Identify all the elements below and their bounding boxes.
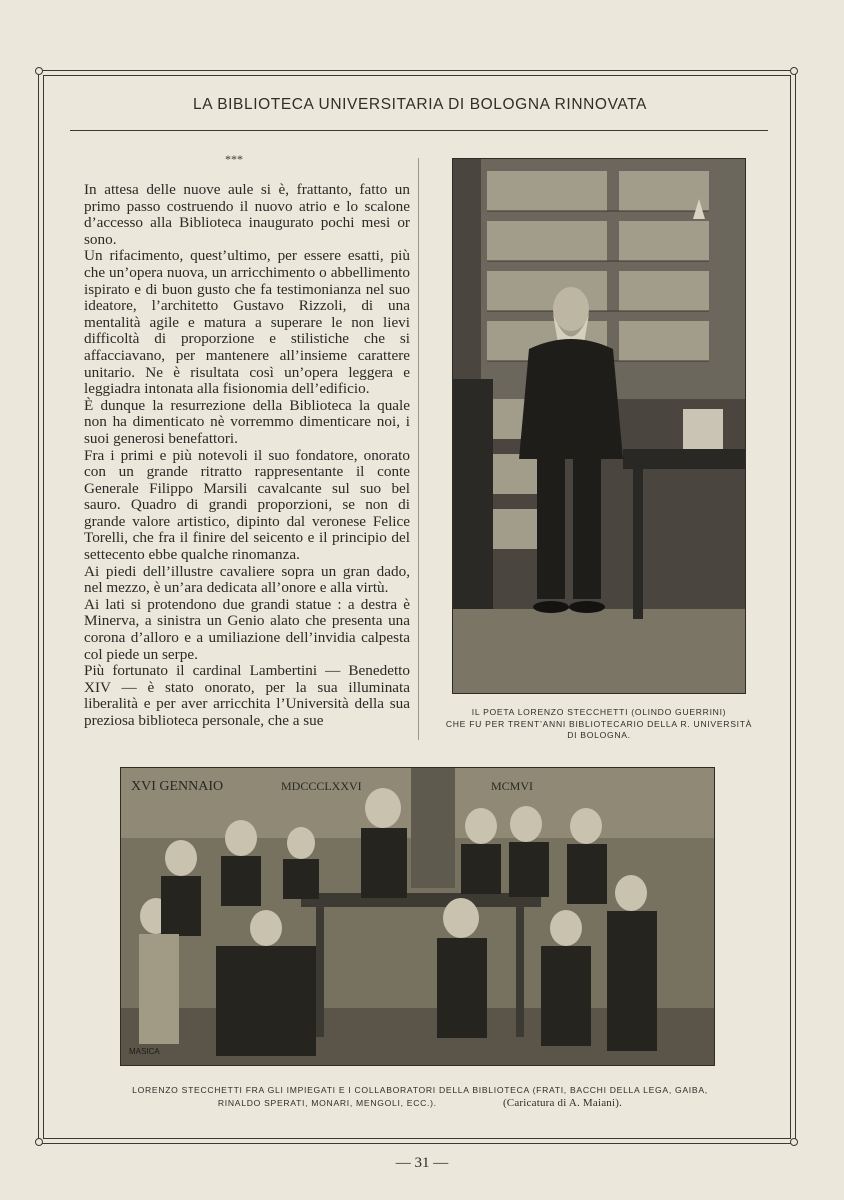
paragraph: Ai piedi dell’illustre cavaliere sopra un gran dado, nel mezzo, è un’ara dedicata all’onore e alla virtù. [84, 562, 410, 597]
paragraph: Ai lati si protendono due grandi statue : a destra è Minerva, a sinistra un Genio alato che presenta una corona d’alloro e a umiliazione dell’invidia calpesta col piede un serpe. [84, 595, 410, 663]
header-rule [70, 130, 768, 131]
corner-ornament [790, 67, 798, 75]
photo-caption [424, 707, 774, 742]
caption-line: IL POETA LORENZO STECCHETTI (OLINDO GUERRINI) [471, 707, 727, 717]
caricature-illustration [120, 767, 715, 1066]
column-rule [418, 158, 419, 740]
caption-line: RINALDO SPERATI, MONARI, MENGOLI, ECC.). [217, 1097, 437, 1108]
corner-ornament [35, 67, 43, 75]
caricature-caption [70, 1084, 770, 1109]
paragraph: In attesa delle nuove aule si è, frattanto, fatto un primo passo costruendo il nuovo atrio e lo scalone d’accesso alla Biblioteca inaugurato pochi mesi or sono. [84, 181, 410, 248]
inscription-mid: MDCCCLXXVI [281, 779, 362, 793]
paragraph: Più fortunato il cardinal Lambertini — Benedetto XIV — è stato onorato, per la sua illuminata liberalità e per aver arricchita l’Università della sua preziosa biblioteca personale, che a sue [84, 662, 410, 729]
running-header: LA BIBLIOTECA UNIVERSITARIA DI BOLOGNA RINNOVATA [192, 96, 647, 113]
caption-line: CHE FU PER TRENT’ANNI BIBLIOTECARIO DELLA R. UNIVERSITÀ [445, 718, 753, 729]
article-column [84, 182, 410, 730]
inscription-right: MCMVI [491, 779, 534, 793]
stecchetti-photograph [452, 158, 746, 694]
section-marker: *** [225, 152, 243, 166]
caption-line-2 [70, 1097, 770, 1110]
caricature-credit: (Caricatura di A. Maiani). [502, 1096, 623, 1109]
artist-signature: MASICA [129, 1047, 160, 1056]
corner-ornament [35, 1138, 43, 1146]
photo-illustration [453, 159, 745, 693]
caption-line: LORENZO STECCHETTI FRA GLI IMPIEGATI E I COLLABORATORI DELLA BIBLIOTECA (FRATI, BACCHI DELLA LEGA, GAIBA, [132, 1085, 708, 1095]
caption-line: DI BOLOGNA. [567, 730, 631, 740]
corner-ornament [790, 1138, 798, 1146]
paragraph: È dunque la resurrezione della Biblioteca la quale non ha dimenticato nè vorremmo dimenticare noi, i suoi generosi benefattori. [84, 396, 410, 447]
page-number: — 31 — [395, 1155, 449, 1171]
paragraph: Fra i primi e più notevoli il suo fondatore, onorato con un grande ritratto rappresentante il conte Generale Filippo Marsili cavalcante sul suo bel sauro. Quadro di grandi proporzioni, se non di grande valore artistico, dipinto dal veronese Felice Torelli, che fra il finire del seicento e il principio del settecento ebbe qualche rinomanza. [84, 446, 410, 564]
paragraph: Un rifacimento, quest’ultimo, per essere esatti, più che un’opera nuova, un arricchimento o abbellimento ispirato e di buon gusto che fa testimonianza nel suo ideatore, l’architetto Gustavo Rizzoli, di una mentalità agile e matura a superare le non lievi difficoltà di proporzione e stilistiche che si affacciavano, per mantenere all’insieme carattere unitario. Ne è risultata così un’opera leggera e leggiadra intonata alla fisionomia dell’edificio. [84, 247, 410, 398]
inscription-left: XVI GENNAIO [131, 779, 224, 794]
